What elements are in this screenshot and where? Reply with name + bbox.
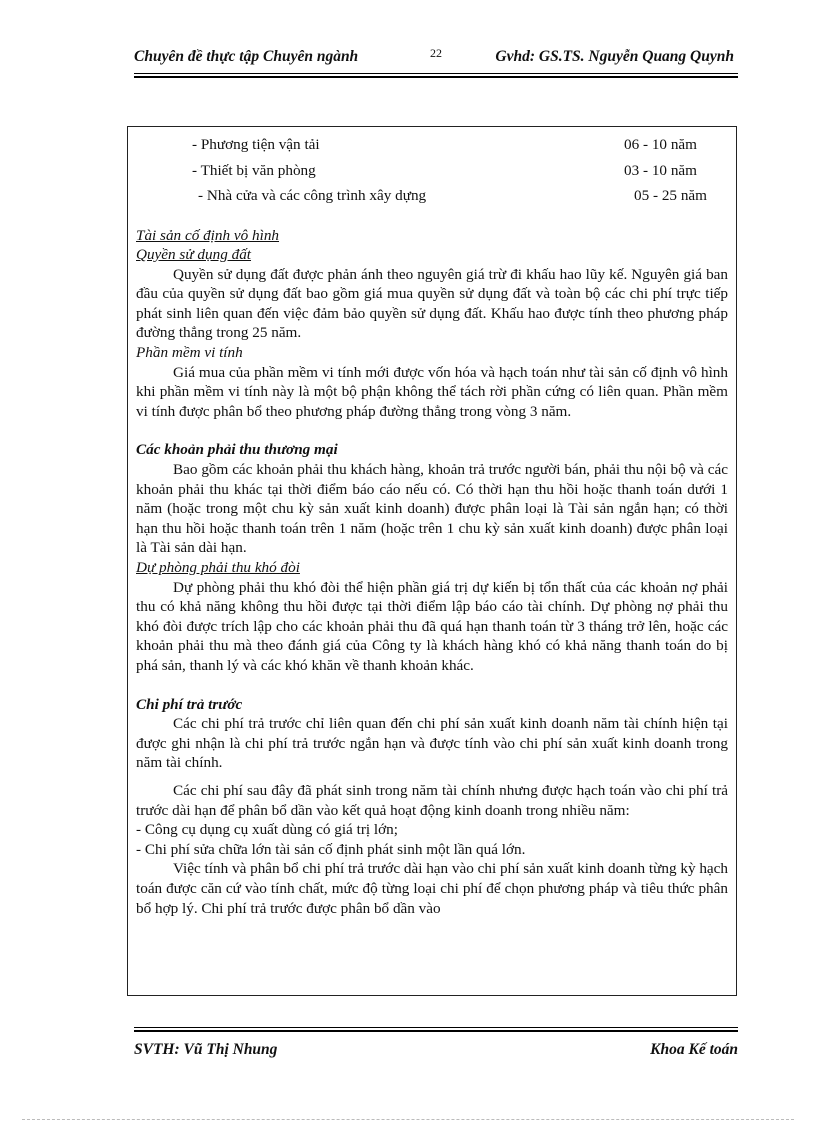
prepaid-paragraph-3: Việc tính và phân bổ chi phí trả trước dài hạn vào chi phí sản xuất kinh doanh từng kỳ hạch toán được căn cứ vào tính chất, mức độ từng loại chi phí để chọn phương pháp và tiêu thức phân bổ hợp lý. Chi phí trả trước được phân bổ dần vào [136,860,729,917]
prepaid-paragraph-2: Các chi phí sau đây đã phát sinh trong năm tài chính nhưng được hạch toán vào chi phí trả trước dài hạn để phân bổ dần vào kết quả hoạt động kinh doanh trong nhiều năm: [136,781,728,819]
depreciation-label: - Nhà cửa và các công trình xây dựng [198,187,427,204]
depreciation-value: 03 - 10 năm [624,161,697,179]
software-paragraph: Giá mua của phần mềm vi tính mới được vốn hóa và hạch toán như tài sản cố định vô hình khi phần mềm vi tính này là một bộ phận không thể tách rời phần cứng có liên quan. Phần mềm vi tính được phân bổ theo phương pháp đường thẳng trong vòng 3 năm. [136,363,728,420]
page-footer [134,1041,738,1063]
depreciation-row [192,135,728,161]
depreciation-value: 06 - 10 năm [624,136,697,153]
page-number: 22 [430,46,442,60]
page-bottom-divider [22,1119,794,1120]
prepaid-heading: Chi phí trả trước [136,695,243,713]
receivables-heading: Các khoản phải thu thương mại [136,441,338,459]
depreciation-value: 05 - 25 năm [634,187,707,204]
software-heading: Phần mềm vi tính [136,344,243,362]
receivables-paragraph: Bao gồm các khoản phải thu khách hàng, khoản trả trước người bán, phải thu nội bộ và các khoản phải thu khác tại thời điểm báo cáo nếu có. Có thời hạn thu hồi hoặc thanh toán dưới 1 năm (hoặc trong một chu kỳ sản xuất kinh doanh) được phân loại là Tài sản ngắn hạn; có thời hạn thu hồi hoặc thanh toán trên 1 năm (hoặc trên 1 chu kỳ sản xuất kinh doanh) được phân loại là Tài sản dài hạn. [136,461,728,557]
provision-heading: Dự phòng phải thu khó đòi [136,559,300,576]
content-frame [127,126,737,996]
land-use-paragraph: Quyền sử dụng đất được phản ánh theo nguyên giá trừ đi khấu hao lũy kế. Nguyên giá ban đầu của quyền sử dụng đất bao gồm giá mua quyền sử dụng đất và toàn bộ các chi phí trực tiếp phát sinh liên quan đến việc đảm bảo quyền sử dụng đất. Khấu hao được tính theo phương pháp đường thẳng trong 25 năm. [136,265,728,342]
prepaid-list-item: - Công cụ dụng cụ xuất dùng có giá trị lớn; [136,821,398,839]
page-header [134,46,734,70]
footer-student: SVTH: Vũ Thị Nhung [134,1041,278,1058]
footer-rule [134,1027,738,1032]
depreciation-label: - Thiết bị văn phòng [192,161,316,179]
depreciation-label: - Phương tiện vận tải [192,136,320,153]
depreciation-row [198,186,728,212]
land-use-heading: Quyền sử dụng đất [136,246,252,264]
content-body [136,135,728,918]
footer-department: Khoa Kế toán [650,1041,738,1058]
prepaid-paragraph-1: Các chi phí trả trước chỉ liên quan đến chi phí sản xuất kinh doanh năm tài chính hiện tại được ghi nhận là chi phí trả trước ngắn hạn và được tính vào chi phí sản xuất kinh doanh trong năm tài chính. [136,715,728,772]
depreciation-row [192,161,728,187]
intangible-assets-heading: Tài sản cố định vô hình [136,226,280,244]
header-rule [134,73,738,78]
prepaid-list-item: - Chi phí sửa chữa lớn tài sản cố định phát sinh một lần quá lớn. [136,840,526,858]
provision-paragraph: Dự phòng phải thu khó đòi thể hiện phần giá trị dự kiến bị tổn thất của các khoản nợ phải thu có khả năng không thu hồi được tại thời điểm lập báo cáo tài chính. Dự phòng nợ phải thu khó đòi được trích lập cho các khoản phải thu đã quá hạn thanh toán từ 3 tháng trở lên, hoặc các khoản phải thu mà theo đánh giá của Công ty là khách hàng khó có khả năng thanh toán do bị phá sản, thanh lý và các khó khăn về thanh khoản khác. [136,578,728,674]
header-supervisor: Gvhd: GS.TS. Nguyễn Quang Quynh [495,48,734,65]
header-course-title: Chuyên đề thực tập Chuyên ngành [134,48,359,65]
